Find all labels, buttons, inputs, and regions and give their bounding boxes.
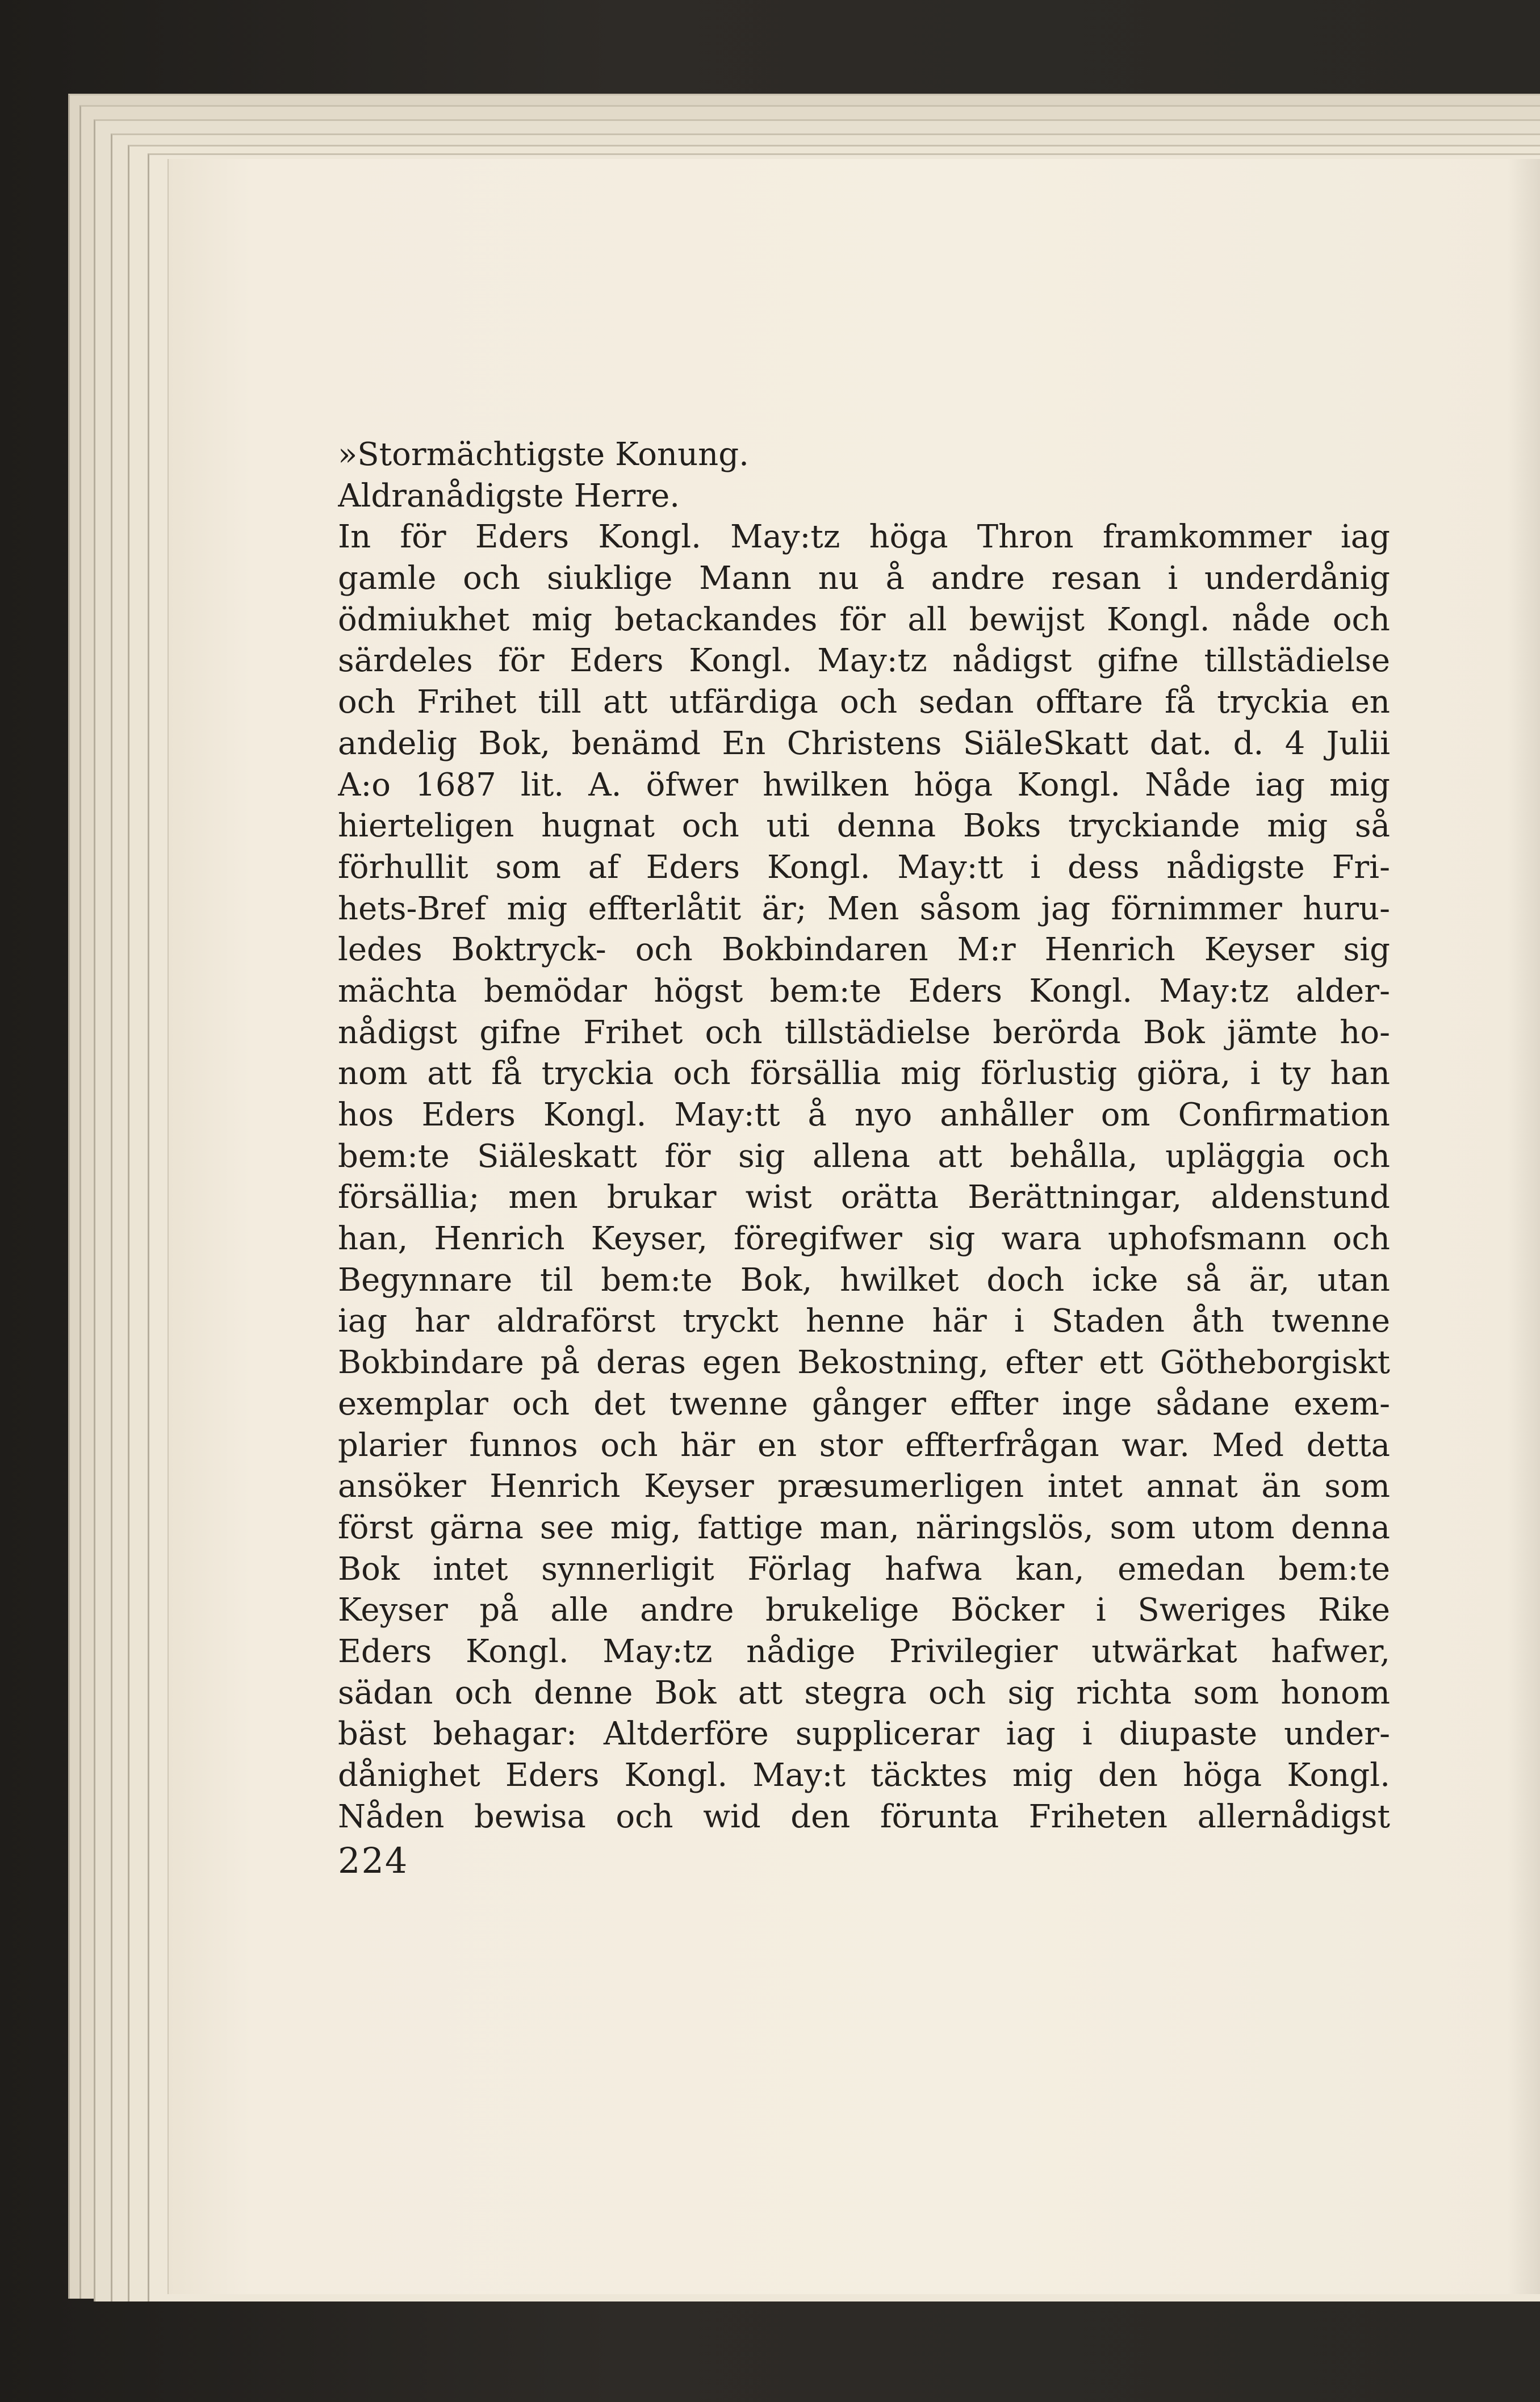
text-line: förhullit som af Eders Kongl. May:tt i dess nådigste Fri- xyxy=(338,848,1390,886)
salutation-line: Aldranådigste Herre. xyxy=(338,477,680,514)
text-line: han, Henrich Keyser, föregifwer sig wara uphofsmann och xyxy=(338,1220,1390,1258)
text-line: ansöker Henrich Keyser præsumerligen intet annat än som xyxy=(338,1468,1390,1505)
text-line: Begynnare til bem:te Bok, hwilket doch icke så är, utan xyxy=(338,1261,1390,1299)
text-line: hos Eders Kongl. May:tt å nyo anhåller om Confirmation xyxy=(338,1097,1390,1133)
text-line: Eders Kongl. May:tz nådige Privilegier utwärkat hafwer, xyxy=(338,1633,1390,1670)
page-gutter-shadow xyxy=(1507,159,1540,2294)
text-line: exemplar och det twenne gånger effter inge sådane exem- xyxy=(338,1385,1390,1422)
text-line: iag har aldraförst tryckt henne här i Staden åth twenne xyxy=(338,1303,1390,1340)
salutation-line: »Stormächtigste Konung. xyxy=(338,436,749,473)
text-line: bäst behagar: Altderföre supplicerar iag i diupaste under- xyxy=(338,1715,1390,1753)
text-line: hierteligen hugnat och uti denna Boks tryckiande mig så xyxy=(338,807,1390,845)
page-text-body xyxy=(338,434,1390,1838)
text-line: plarier funnos och här en stor effterfrågan war. Med detta xyxy=(338,1426,1390,1464)
text-line: mächta bemödar högst bem:te Eders Kongl. May:tz alder- xyxy=(338,972,1390,1010)
text-line: nom att få tryckia och försällia mig förlustig giöra, i ty han xyxy=(338,1055,1390,1093)
text-line: ödmiukhet mig betackandes för all bewijst Kongl. nåde och xyxy=(338,601,1390,638)
text-line: Bokbindare på deras egen Bekostning, efter ett Götheborgiskt xyxy=(338,1344,1390,1382)
text-line: Keyser på alle andre brukelige Böcker i Sweriges Rike xyxy=(338,1592,1390,1629)
text-line: Nåden bewisa och wid den förunta Friheten allernådigst xyxy=(338,1798,1390,1835)
page-number: 224 xyxy=(338,1840,409,1881)
text-line: andelig Bok, benämd En Christens SiäleSkatt dat. d. 4 Julii xyxy=(338,725,1390,762)
text-line: och Frihet till att utfärdiga och sedan offtare få tryckia en xyxy=(338,684,1390,721)
text-line: ledes Boktryck- och Bokbindaren M:r Henrich Keyser sig xyxy=(338,931,1390,969)
text-line: gamle och siuklige Mann nu å andre resan i underdånig xyxy=(338,560,1390,597)
text-line: In för Eders Kongl. May:tz höga Thron framkommer iag xyxy=(338,518,1390,556)
text-line: hets-Bref mig effterlåtit är; Men såsom jag förnimmer huru- xyxy=(338,890,1390,927)
text-line: dånighet Eders Kongl. May:t täcktes mig den höga Kongl. xyxy=(338,1757,1390,1794)
text-line: sädan och denne Bok att stegra och sig richta som honom xyxy=(338,1674,1390,1711)
text-line: bem:te Siäleskatt för sig allena att behålla, upläggia och xyxy=(338,1137,1390,1175)
text-line: först gärna see mig, fattige man, näringslös, som utom denna xyxy=(338,1509,1390,1546)
text-line: försällia; men brukar wist orätta Berättningar, aldenstund xyxy=(338,1179,1390,1216)
text-line: Bok intet synnerligit Förlag hafwa kan, emedan bem:te xyxy=(338,1550,1390,1588)
text-line: särdeles för Eders Kongl. May:tz nådigst gifne tillstädielse xyxy=(338,642,1390,680)
text-line: A:o 1687 lit. A. öfwer hwilken höga Kongl. Nåde iag mig xyxy=(338,766,1390,804)
text-line: nådigst gifne Frihet och tillstädielse berörda Bok jämte ho- xyxy=(338,1014,1390,1051)
